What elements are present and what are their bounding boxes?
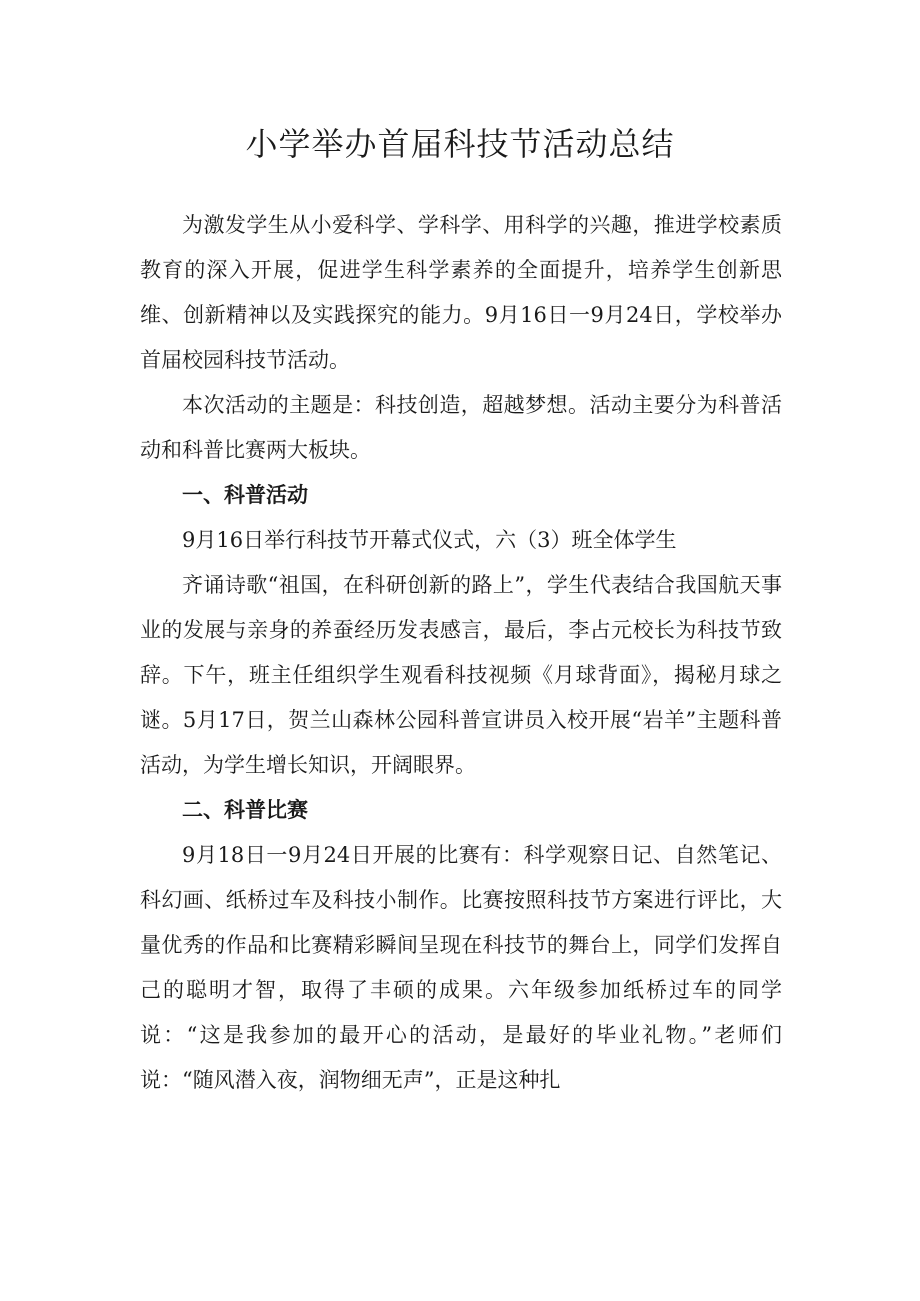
- section2-paragraph: 9月18日一9月24日开展的比赛有：科学观察日记、自然笔记、科幻画、纸桥过车及科技小制作。比赛按照科技节方案进行评比，大量优秀的作品和比赛精彩瞬间呈现在科技节的舞台上，同学们发挥自己的聪明才智，取得了丰硕的成果。六年级参加纸桥过车的同学说：“这是我参加的最开心的活动，是最好的毕业礼物。”老师们说：“随风潜入夜，润物细无声”，正是这种扎: [140, 843, 782, 1092]
- section1-paragraph: 齐诵诗歌“祖国，在科研创新的路上”，学生代表结合我国航天事业的发展与亲身的养蚕经历发表感言，最后，李占元校长为科技节致辞。下午，班主任组织学生观看科技视频《月球背面》，揭秘月球之谜。5月17日，贺兰山森林公园科普宣讲员入校开展“岩羊”主题科普活动，为学生增长知识，开阔眼界。: [140, 573, 782, 777]
- document-title: 小学举办首届科技节活动总结: [245, 125, 675, 163]
- document-body: [140, 203, 782, 1103]
- intro-paragraph: 为激发学生从小爱科学、学科学、用科学的兴趣，推进学校素质教育的深入开展，促进学生科学素养的全面提升，培养学生创新思维、创新精神以及实践探究的能力。9月16日一9月24日，学校举办首届校园科技节活动。: [140, 213, 782, 372]
- section-heading-science-activities: 一、科普活动: [182, 483, 308, 507]
- section-heading-science-competitions: 二、科普比赛: [182, 798, 308, 822]
- section1-first-line: 9月16日举行科技节开幕式仪式，六（3）班全体学生: [182, 528, 677, 552]
- theme-paragraph: 本次活动的主题是：科技创造，超越梦想。活动主要分为科普活动和科普比赛两大板块。: [140, 393, 782, 462]
